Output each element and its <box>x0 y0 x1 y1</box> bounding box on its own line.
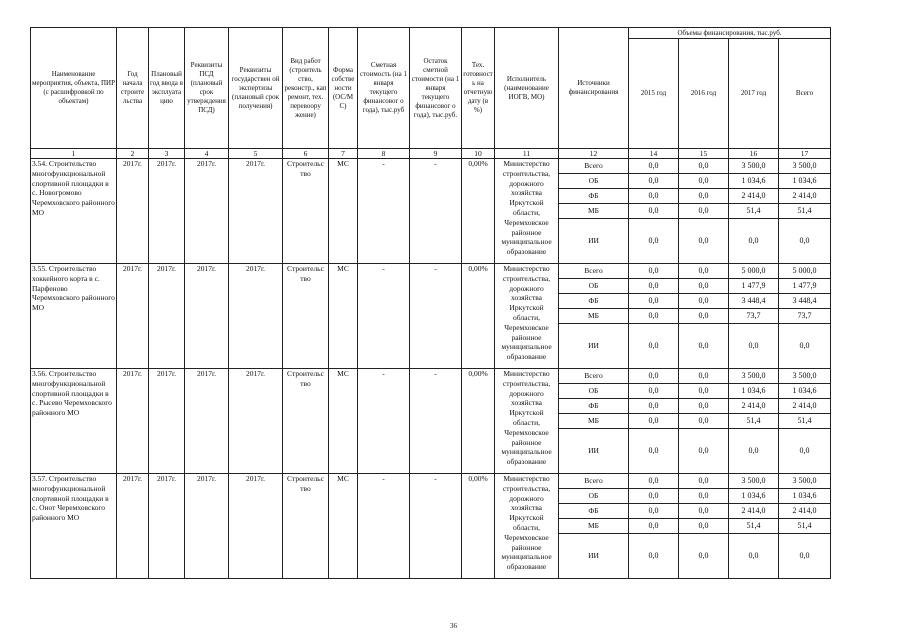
funding-source: ОБ <box>559 384 629 399</box>
cost: - <box>358 474 410 579</box>
funding-value-total: 0,0 <box>779 534 831 579</box>
table-body <box>31 159 831 579</box>
funding-value-v2017: 0,0 <box>729 534 779 579</box>
remainder: - <box>410 474 462 579</box>
funding-value-v2016: 0,0 <box>679 399 729 414</box>
year-start: 2017г. <box>117 264 149 369</box>
funding-source: ФБ <box>559 504 629 519</box>
header-source: Источники финансирования <box>559 28 629 149</box>
funding-value-v2015: 0,0 <box>629 174 679 189</box>
header-year-start: Год начала строите льства <box>117 28 149 149</box>
funding-source: ОБ <box>559 279 629 294</box>
funding-value-v2015: 0,0 <box>629 504 679 519</box>
column-number: 17 <box>779 149 831 159</box>
funding-value-v2015: 0,0 <box>629 534 679 579</box>
funding-source: Всего <box>559 369 629 384</box>
header-2016: 2016 год <box>679 39 729 149</box>
funding-source: Всего <box>559 474 629 489</box>
table-row <box>31 474 831 489</box>
funding-source: ФБ <box>559 294 629 309</box>
ownership: МС <box>329 369 358 474</box>
funding-value-v2016: 0,0 <box>679 414 729 429</box>
funding-value-v2017: 51,4 <box>729 204 779 219</box>
object-name: 3.54. Строительство многофункциональной спортивной площадки в с. Новогромово Черемховского районного МО <box>31 159 117 264</box>
header-executor: Исполнитель (наименование ИОГВ, МО) <box>495 28 559 149</box>
funding-source: МБ <box>559 519 629 534</box>
header-work-type: Вид работ (строитель ство, реконстр., кап ремонт, тех. перевоору жение) <box>283 28 329 149</box>
header-remainder: Остаток сметной стоимости (на 1 января текущего финансовог о года), тыс.руб. <box>410 28 462 149</box>
column-number: 1 <box>31 149 117 159</box>
funding-value-v2017: 1 034,6 <box>729 489 779 504</box>
header-ownership: Форма собстве ности (ОС/М С) <box>329 28 358 149</box>
work-type: Строительс тво <box>283 159 329 264</box>
funding-value-v2016: 0,0 <box>679 384 729 399</box>
header-2017: 2017 год <box>729 39 779 149</box>
funding-value-v2015: 0,0 <box>629 369 679 384</box>
funding-value-v2015: 0,0 <box>629 204 679 219</box>
funding-value-v2017: 73,7 <box>729 309 779 324</box>
funding-value-total: 0,0 <box>779 429 831 474</box>
funding-source: ИИ <box>559 219 629 264</box>
funding-value-v2015: 0,0 <box>629 414 679 429</box>
funding-value-total: 1 034,6 <box>779 174 831 189</box>
funding-value-total: 51,4 <box>779 204 831 219</box>
funding-value-v2017: 51,4 <box>729 519 779 534</box>
cost: - <box>358 159 410 264</box>
column-number: 7 <box>329 149 358 159</box>
column-number: 5 <box>229 149 283 159</box>
funding-source: Всего <box>559 264 629 279</box>
funding-value-v2017: 2 414,0 <box>729 399 779 414</box>
column-number: 11 <box>495 149 559 159</box>
funding-value-v2016: 0,0 <box>679 504 729 519</box>
funding-value-v2017: 1 034,6 <box>729 174 779 189</box>
column-number: 2 <box>117 149 149 159</box>
funding-value-total: 51,4 <box>779 519 831 534</box>
header-expertise: Реквизиты государствен ой экспертизы (плановый срок получения) <box>229 28 283 149</box>
expertise-date: 2017г. <box>229 264 283 369</box>
funding-value-v2015: 0,0 <box>629 324 679 369</box>
funding-value-v2017: 0,0 <box>729 429 779 474</box>
psd-date: 2017г. <box>185 264 229 369</box>
column-number: 4 <box>185 149 229 159</box>
funding-value-v2015: 0,0 <box>629 384 679 399</box>
funding-value-v2016: 0,0 <box>679 519 729 534</box>
header-readiness: Тех. готовност ь на отчетную дату (в %) <box>462 28 495 149</box>
funding-value-total: 2 414,0 <box>779 399 831 414</box>
funding-value-v2016: 0,0 <box>679 189 729 204</box>
column-number: 12 <box>559 149 629 159</box>
funding-value-v2016: 0,0 <box>679 174 729 189</box>
funding-value-v2015: 0,0 <box>629 309 679 324</box>
work-type: Строительс тво <box>283 474 329 579</box>
funding-value-v2016: 0,0 <box>679 204 729 219</box>
executor: Министерство строительства, дорожного хозяйства Иркутской области, Черемховское районное муниципальное образование <box>495 369 559 474</box>
column-number: 10 <box>462 149 495 159</box>
funding-value-v2017: 3 500,0 <box>729 159 779 174</box>
readiness: 0,00% <box>462 474 495 579</box>
funding-value-v2016: 0,0 <box>679 324 729 369</box>
column-number: 14 <box>629 149 679 159</box>
funding-value-total: 1 034,6 <box>779 489 831 504</box>
funding-value-total: 2 414,0 <box>779 189 831 204</box>
ownership: МС <box>329 264 358 369</box>
funding-source: МБ <box>559 204 629 219</box>
funding-value-v2015: 0,0 <box>629 519 679 534</box>
year-plan: 2017г. <box>149 369 185 474</box>
funding-value-v2015: 0,0 <box>629 474 679 489</box>
funding-value-v2016: 0,0 <box>679 294 729 309</box>
year-start: 2017г. <box>117 369 149 474</box>
funding-value-total: 0,0 <box>779 219 831 264</box>
funding-source: ФБ <box>559 399 629 414</box>
header-year-plan: Плановый год ввода в эксплуата цию <box>149 28 185 149</box>
table-row <box>31 264 831 279</box>
financing-table <box>30 27 831 579</box>
funding-value-v2015: 0,0 <box>629 279 679 294</box>
funding-value-total: 5 000,0 <box>779 264 831 279</box>
funding-value-v2017: 1 034,6 <box>729 384 779 399</box>
funding-value-total: 3 500,0 <box>779 369 831 384</box>
funding-value-v2017: 3 500,0 <box>729 369 779 384</box>
funding-value-v2015: 0,0 <box>629 189 679 204</box>
object-name: 3.56. Строительство многофункциональной спортивной площадки в с. Рысево Черемховского районного МО <box>31 369 117 474</box>
funding-value-v2017: 1 477,9 <box>729 279 779 294</box>
funding-value-total: 1 034,6 <box>779 384 831 399</box>
funding-value-total: 1 477,9 <box>779 279 831 294</box>
funding-value-v2016: 0,0 <box>679 474 729 489</box>
funding-source: ИИ <box>559 324 629 369</box>
funding-value-v2017: 5 000,0 <box>729 264 779 279</box>
funding-value-total: 2 414,0 <box>779 504 831 519</box>
funding-value-v2016: 0,0 <box>679 369 729 384</box>
column-number: 9 <box>410 149 462 159</box>
funding-value-v2015: 0,0 <box>629 294 679 309</box>
column-number: 15 <box>679 149 729 159</box>
object-name: 3.57. Строительство многофункциональной спортивной площадки в с. Онот Черемховского районного МО <box>31 474 117 579</box>
ownership: МС <box>329 159 358 264</box>
column-number: 8 <box>358 149 410 159</box>
funding-value-v2016: 0,0 <box>679 219 729 264</box>
ownership: МС <box>329 474 358 579</box>
readiness: 0,00% <box>462 264 495 369</box>
readiness: 0,00% <box>462 369 495 474</box>
column-number: 6 <box>283 149 329 159</box>
funding-value-total: 73,7 <box>779 309 831 324</box>
executor: Министерство строительства, дорожного хозяйства Иркутской области, Черемховское районное муниципальное образование <box>495 264 559 369</box>
work-type: Строительс тво <box>283 369 329 474</box>
remainder: - <box>410 159 462 264</box>
work-type: Строительс тво <box>283 264 329 369</box>
funding-source: МБ <box>559 414 629 429</box>
psd-date: 2017г. <box>185 369 229 474</box>
funding-source: Всего <box>559 159 629 174</box>
funding-source: ОБ <box>559 489 629 504</box>
header-row-top <box>31 28 831 39</box>
funding-source: ОБ <box>559 174 629 189</box>
header-psd: Реквизиты ПСД (плановый срок утверждения ПСД) <box>185 28 229 149</box>
funding-value-v2016: 0,0 <box>679 159 729 174</box>
cost: - <box>358 264 410 369</box>
funding-value-total: 3 448,4 <box>779 294 831 309</box>
funding-source: ИИ <box>559 429 629 474</box>
psd-date: 2017г. <box>185 159 229 264</box>
table-row <box>31 159 831 174</box>
funding-value-v2015: 0,0 <box>629 489 679 504</box>
readiness: 0,00% <box>462 159 495 264</box>
funding-value-v2017: 0,0 <box>729 324 779 369</box>
executor: Министерство строительства, дорожного хозяйства Иркутской области, Черемховское районное муниципальное образование <box>495 474 559 579</box>
funding-value-v2016: 0,0 <box>679 309 729 324</box>
table-row <box>31 369 831 384</box>
header-cost: Сметная стоимость (на 1 января текущего финансовог о года), тыс.руб <box>358 28 410 149</box>
funding-value-v2015: 0,0 <box>629 159 679 174</box>
funding-value-v2017: 3 448,4 <box>729 294 779 309</box>
funding-value-v2017: 51,4 <box>729 414 779 429</box>
funding-source: МБ <box>559 309 629 324</box>
header-funding: Объемы финансирования, тыс.руб. <box>629 28 831 39</box>
year-start: 2017г. <box>117 474 149 579</box>
funding-value-v2015: 0,0 <box>629 264 679 279</box>
column-number: 3 <box>149 149 185 159</box>
column-number-row <box>31 149 831 159</box>
year-plan: 2017г. <box>149 474 185 579</box>
funding-value-total: 3 500,0 <box>779 474 831 489</box>
year-plan: 2017г. <box>149 264 185 369</box>
funding-source: ИИ <box>559 534 629 579</box>
header-name: Наименование мероприятия, объекта, ПИР (с расшифровкой по объектам) <box>31 28 117 149</box>
funding-value-total: 51,4 <box>779 414 831 429</box>
funding-value-v2016: 0,0 <box>679 279 729 294</box>
column-number: 16 <box>729 149 779 159</box>
year-plan: 2017г. <box>149 159 185 264</box>
funding-value-v2017: 2 414,0 <box>729 504 779 519</box>
executor: Министерство строительства, дорожного хозяйства Иркутской области, Черемховское районное муниципальное образование <box>495 159 559 264</box>
funding-value-total: 3 500,0 <box>779 159 831 174</box>
year-start: 2017г. <box>117 159 149 264</box>
object-name: 3.55. Строительство хоккейного корта в с. Парфеново Черемховского районного МО <box>31 264 117 369</box>
funding-value-v2015: 0,0 <box>629 429 679 474</box>
remainder: - <box>410 369 462 474</box>
page-number: 36 <box>450 622 457 630</box>
expertise-date: 2017г. <box>229 474 283 579</box>
funding-value-v2017: 0,0 <box>729 219 779 264</box>
header-total: Всего <box>779 39 831 149</box>
expertise-date: 2017г. <box>229 369 283 474</box>
funding-value-v2015: 0,0 <box>629 219 679 264</box>
funding-value-v2017: 3 500,0 <box>729 474 779 489</box>
psd-date: 2017г. <box>185 474 229 579</box>
cost: - <box>358 369 410 474</box>
expertise-date: 2017г. <box>229 159 283 264</box>
funding-source: ФБ <box>559 189 629 204</box>
remainder: - <box>410 264 462 369</box>
funding-value-v2016: 0,0 <box>679 489 729 504</box>
funding-value-v2016: 0,0 <box>679 264 729 279</box>
header-2015: 2015 год <box>629 39 679 149</box>
funding-value-v2017: 2 414,0 <box>729 189 779 204</box>
funding-value-total: 0,0 <box>779 324 831 369</box>
funding-value-v2016: 0,0 <box>679 534 729 579</box>
funding-value-v2016: 0,0 <box>679 429 729 474</box>
funding-value-v2015: 0,0 <box>629 399 679 414</box>
